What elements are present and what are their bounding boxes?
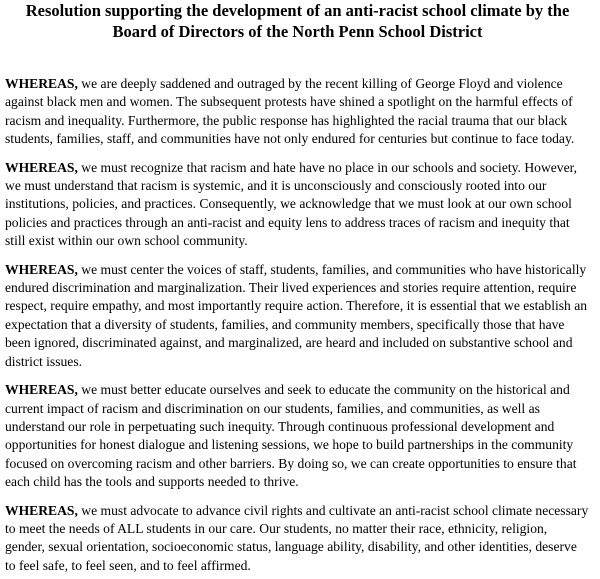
paragraph-text: we must center the voices of staff, students, families, and communities who have historically endured discrimination and marginalization. Their lived experiences and stories require attention, require respect, require empathy, and most importantly require action. Therefore, it is essential that we establish an expectation that a diversity of students, families, and community members, specifically those that have been ignored, discriminated against, and marginalized, are heard and included on substantive school and district issues. [5,261,588,369]
paragraph-text: we must better educate ourselves and seek to educate the community on the historical and current impact of racism and discrimination on our students, families, and communities, as well as understand our role in perpetuating such inequity. Through continuous professional development and opportunities for honest dialogue and listening sessions, we hope to build partnerships in the community focused on overcoming racism and other barriers. By doing so, we can create opportunities to ensure that each child has the tools and supports needed to thrive. [5,382,577,490]
whereas-paragraph-3 [5,261,590,371]
title-line-1: Resolution supporting the development of an anti-racist school climate by the [25,1,570,20]
whereas-lead: WHEREAS, [5,76,78,91]
paragraph-text: we are deeply saddened and outraged by the recent killing of George Floyd and violence against black men and women. The subsequent protests have shined a spotlight on the harmful effects of racism and inequality. Furthermore, the public response has highlighted the racial trauma that our black students, families, staff, and communities have not only endured for centuries but continue to face today. [5,76,575,147]
paragraph-text: we must recognize that racism and hate have no place in our schools and society. However, we must understand that racism is systemic, and it is unconsciously and consciously rooted into our institutions, policies, and practices. Consequently, we acknowledge that we must look at our own school policies and practices through an anti-racist and equity lens to address traces of racism and inequity that still exist within our own school community. [5,159,578,249]
whereas-lead: WHEREAS, [5,261,78,277]
whereas-paragraph-5 [5,502,590,576]
whereas-lead: WHEREAS, [5,159,78,175]
whereas-paragraph-1 [5,75,590,149]
title-line-2: Board of Directors of the North Penn School District [112,22,483,41]
whereas-lead: WHEREAS, [5,382,78,398]
whereas-paragraph-2 [5,159,590,251]
whereas-paragraph-4 [5,381,590,491]
document-title [5,0,590,42]
paragraph-text: we must advocate to advance civil rights and cultivate an anti-racist school climate necessary to meet the needs of ALL students in our care. Our students, no matter their race, ethnicity, religion, gender, sexual orientation, socioeconomic status, language ability, disability, and other identities, deserve to feel safe, to feel seen, and to feel affirmed. [5,502,589,573]
whereas-lead: WHEREAS, [5,502,78,518]
